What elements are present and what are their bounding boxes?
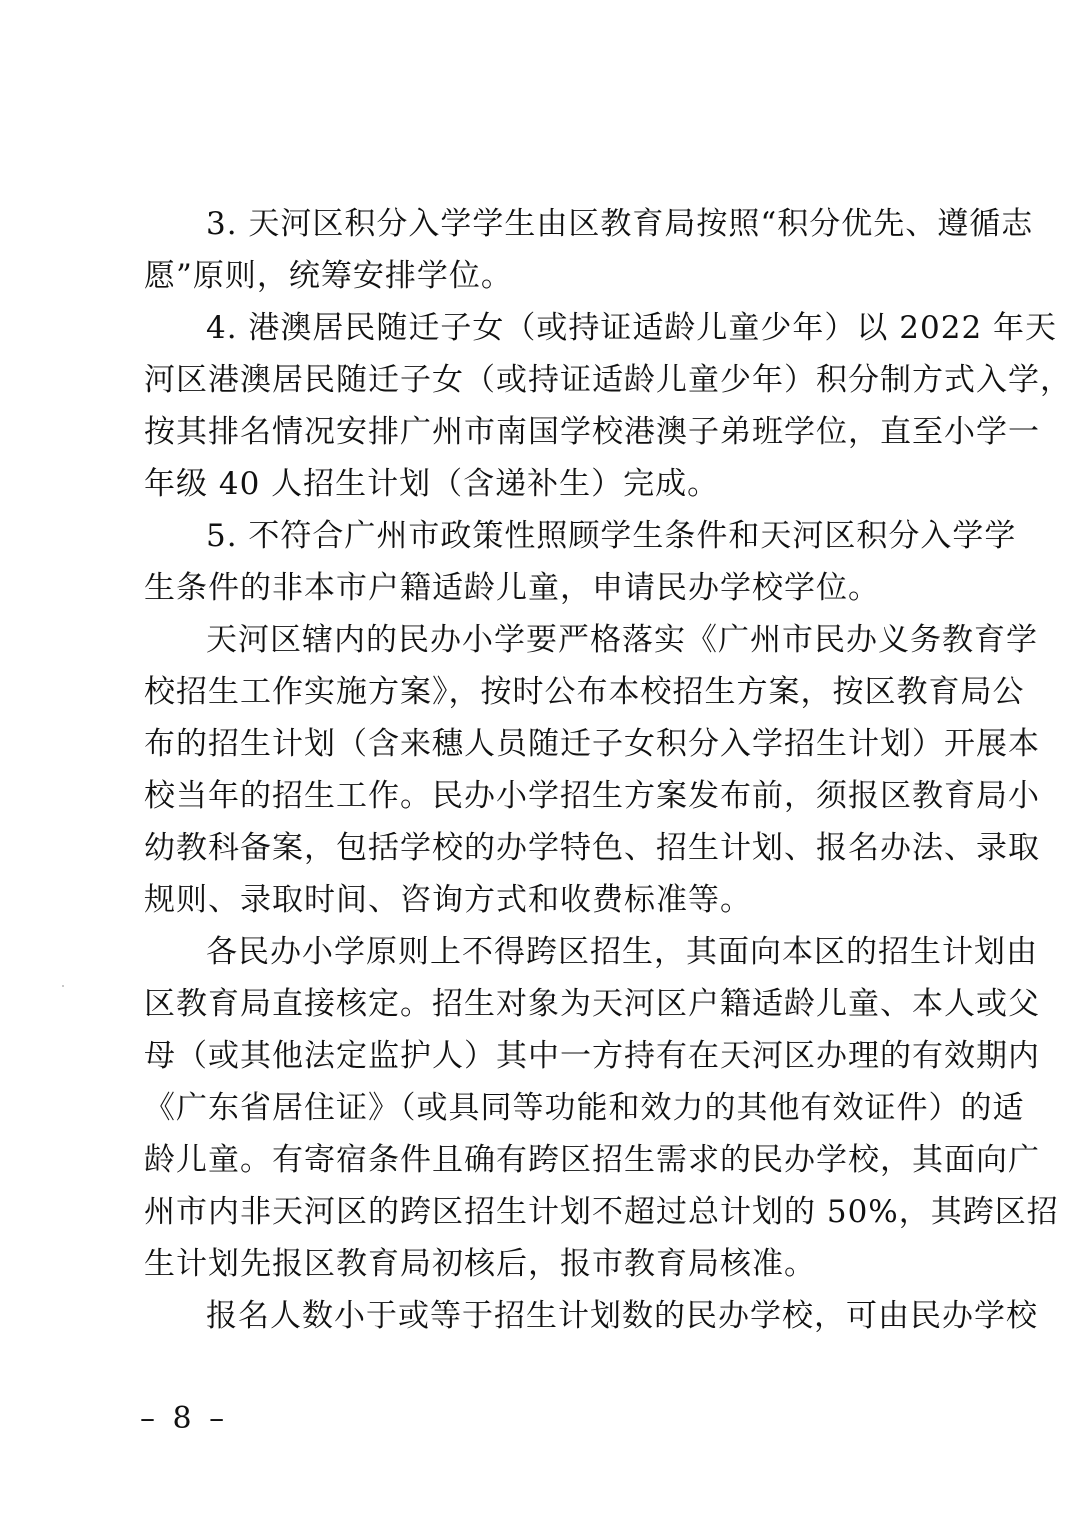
page-number: – 8 – (140, 1401, 229, 1436)
text-line: 《广东省居住证》（或具同等功能和效力的其他有效证件）的适 (144, 1090, 1025, 1126)
text-line: 母（或其他法定监护人）其中一方持有在天河区办理的有效期内 (144, 1038, 1040, 1074)
text-line: 州市内非天河区的跨区招生计划不超过总计划的 50%，其跨区招 (144, 1194, 1059, 1230)
text-line: 3. 天河区积分入学学生由区教育局按照“积分优先、遵循志 (206, 206, 1034, 242)
text-line: 5. 不符合广州市政策性照顾学生条件和天河区积分入学学 (206, 518, 1017, 554)
text-line: 生计划先报区教育局初核后，报市教育局核准。 (144, 1246, 816, 1282)
text-line: 生条件的非本市户籍适龄儿童，申请民办学校学位。 (144, 570, 880, 606)
text-line: 天河区辖内的民办小学要严格落实《广州市民办义务教育学 (206, 622, 1038, 658)
text-line: 规则、录取时间、咨询方式和收费标准等。 (144, 882, 752, 918)
text-line: 河区港澳居民随迁子女（或持证适龄儿童少年）积分制方式入学， (144, 362, 1072, 398)
text-line: 幼教科备案，包括学校的办学特色、招生计划、报名办法、录取 (144, 830, 1040, 866)
text-line: 校当年的招生工作。民办小学招生方案发布前，须报区教育局小 (144, 778, 1040, 814)
scan-mark (62, 985, 64, 987)
text-line: 校招生工作实施方案》，按时公布本校招生方案，按区教育局公 (144, 674, 1025, 710)
text-line: 按其排名情况安排广州市南国学校港澳子弟班学位，直至小学一 (144, 414, 1040, 450)
text-line: 年级 40 人招生计划（含递补生）完成。 (144, 466, 720, 502)
text-line: 愿”原则，统筹安排学位。 (144, 258, 513, 294)
text-line: 4. 港澳居民随迁子女（或持证适龄儿童少年）以 2022 年天 (206, 310, 1058, 346)
text-line: 龄儿童。有寄宿条件且确有跨区招生需求的民办学校，其面向广 (144, 1142, 1040, 1178)
text-line: 报名人数小于或等于招生计划数的民办学校，可由民办学校 (206, 1298, 1038, 1334)
text-line: 各民办小学原则上不得跨区招生，其面向本区的招生计划由 (206, 934, 1038, 970)
text-line: 布的招生计划（含来穗人员随迁子女积分入学招生计划）开展本 (144, 726, 1040, 762)
text-line: 区教育局直接核定。招生对象为天河区户籍适龄儿童、本人或父 (144, 986, 1040, 1022)
